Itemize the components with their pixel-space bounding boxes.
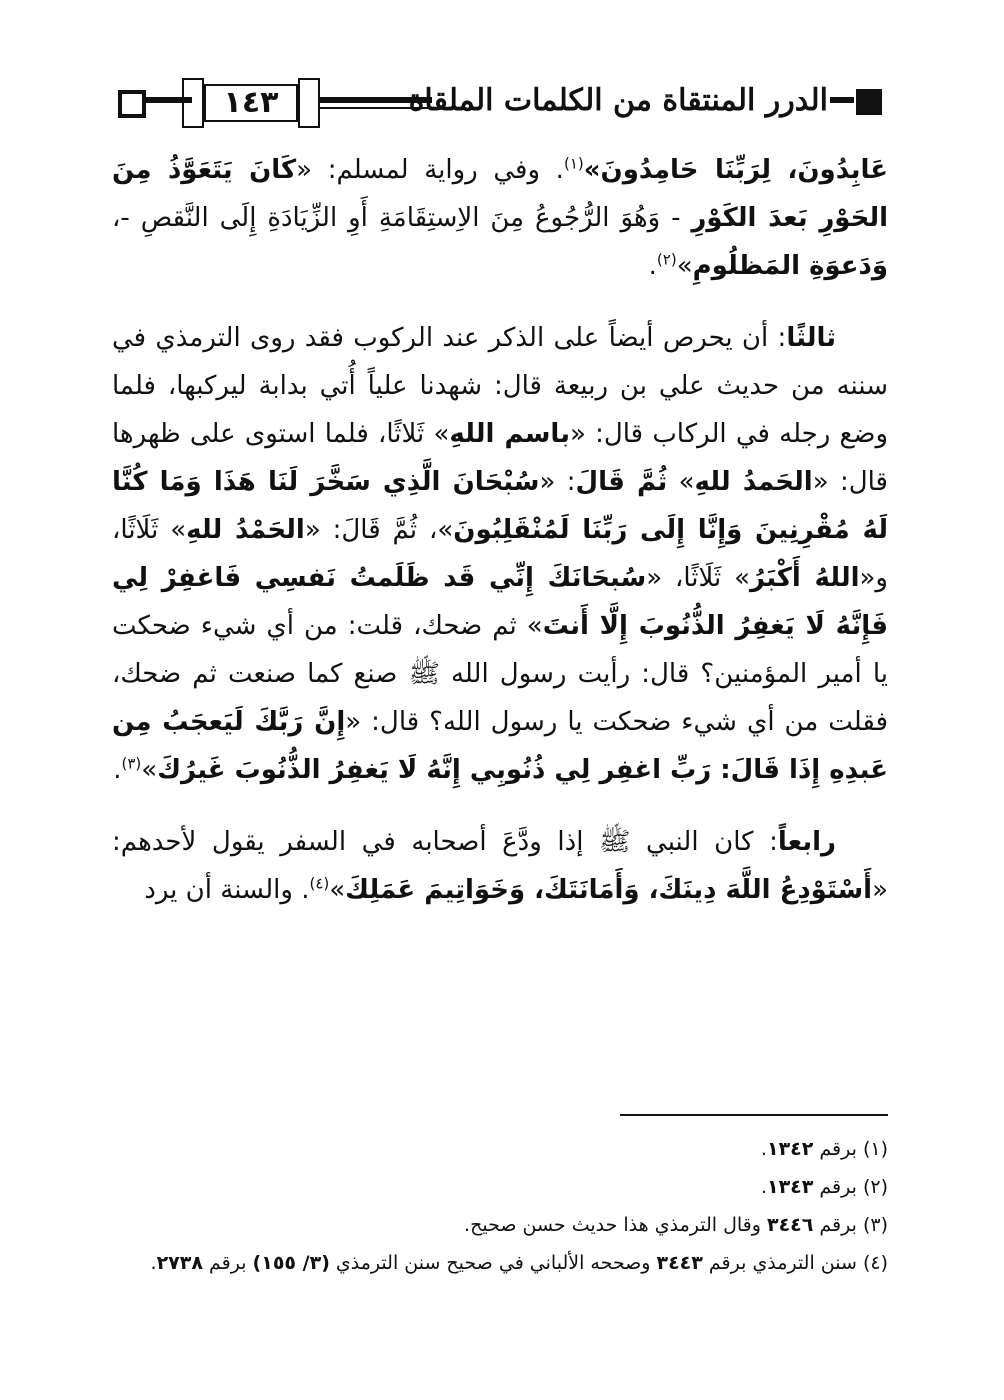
hadith-quote: وَدَعوَةِ المَظلُومِ — [692, 251, 888, 281]
footnote-3: (٣) برقم ٣٤٤٦ وقال الترمذي هذا حديث حسن صحيح. — [464, 1214, 888, 1236]
hadith-quote: أَسْتَوْدِعُ اللَّهَ دِينَكَ، وَأَمَانَتَكَ، وَخَوَاتِيمَ عَمَلِكَ — [345, 875, 873, 905]
footnote-ref: (٤) — [309, 874, 330, 893]
section-heading: رابعاً — [777, 827, 836, 857]
paragraph-3: رابعاً: كان النبي ﷺ إذا ودَّعَ أصحابه في السفر يقول لأحدهم: «أَسْتَوْدِعُ اللَّهَ دِينَكَ، وَأَمَانَتَكَ، وَخَوَاتِيمَ عَمَلِكَ»$^{(٤)}$. والسنة أن يرد — [112, 827, 888, 905]
book-title: الدرر المنتقاة من الكلمات الملقاة — [408, 83, 828, 118]
header-rule — [830, 97, 854, 103]
footnote-2: (٢) برقم ١٣٤٣. — [760, 1176, 888, 1198]
footnote-ref: (٢) — [656, 250, 677, 269]
header-ornament-square — [118, 90, 146, 118]
paragraph-1: عَابِدُونَ، لِرَبِّنَا حَامِدُونَ»$^{(١)}$. وفي رواية لمسلم: «كَانَ يَتَعَوَّذُ مِنَ الحَوْرِ بَعدَ الكَوْرِ - وَهُوَ الرُّجُوعُ مِنَ الاِستِقَامَةِ أَوِ الزِّيَادَةِ إِلَى النَّقصِ -، وَدَعوَةِ المَظلُومِ»$^{(٢)}$. — [112, 154, 888, 281]
running-header — [112, 78, 888, 126]
hadith-quote: إِنَّ رَبَّكَ لَيَعجَبُ مِن عَبدِهِ إِذَا قَالَ: رَبِّ اغفِر لِي ذُنُوبِي إِنَّهُ لَا يَغفِرُ الذُّنُوبَ غَيرُكَ — [112, 707, 888, 785]
footnote-ref: (٣) — [121, 754, 142, 773]
hadith-quote: سُبحَانَكَ إِنِّي قَد ظَلَمتُ نَفسِي فَاغفِرْ لِي فَإِنَّهُ لَا يَغفِرُ الذُّنُوبَ إِلَّا أَنتَ — [112, 563, 888, 641]
footnote-4: (٤) سنن الترمذي برقم ٣٤٤٣ وصححه الألباني في صحيح سنن الترمذي (٣/ ١٥٥) برقم ٢٧٣٨. — [150, 1252, 888, 1274]
header-ornament-square — [856, 89, 882, 115]
footnote-ref: (١) — [563, 154, 584, 173]
hadith-quote: سُبْحَانَ الَّذِي سَخَّرَ لَنَا هَذَا وَمَا كُنَّا لَهُ مُقْرِنِينَ وَإِنَّا إِلَى رَبِّنَا لَمُنْقَلِبُونَ — [112, 467, 888, 545]
footnote-1: (١) برقم ١٣٤٢. — [760, 1138, 888, 1160]
main-text — [112, 146, 888, 914]
page-number: ١٤٣ — [204, 84, 298, 122]
section-heading: ثالثًا — [786, 323, 836, 353]
paragraph-2: ثالثًا: أن يحرص أيضاً على الذكر عند الركوب فقد روى الترمذي في سننه من حديث علي بن ربيعة قال: شهدنا علياً أُتي بدابة ليركبها، فلما وضع رجله في الركاب قال: «باسم اللهِ» ثَلاثًا، فلما استوى على ظهرها قال: «الحَمدُ للهِ» ثُمَّ قَالَ: «سُبْحَانَ الَّذِي سَخَّرَ لَنَا هَذَا وَمَا كُنَّا لَهُ مُقْرِنِينَ وَإِنَّا إِلَى رَبِّنَا لَمُنْقَلِبُونَ»، ثُمَّ قَالَ: «الحَمْدُ للهِ» ثَلَاثًا، و«اللهُ أَكْبَرُ» ثَلَاثًا، «سُبحَانَكَ إِنِّي قَد ظَلَمتُ نَفسِي فَاغفِرْ لِي فَإِنَّهُ لَا يَغفِرُ الذُّنُوبَ إِلَّا أَنتَ» ثم ضحك، قلت: من أي شيء ضحكت يا أمير المؤمنين؟ قال: رأيت رسول الله ﷺ صنع كما صنعت ثم ضحك، فقلت من أي شيء ضحكت يا رسول الله؟ قال: «إِنَّ رَبَّكَ لَيَعجَبُ مِن عَبدِهِ إِذَا قَالَ: رَبِّ اغفِر لِي ذُنُوبِي إِنَّهُ لَا يَغفِرُ الذُّنُوبَ غَيرُكَ»$^{(٣)}$. — [112, 323, 889, 785]
hadith-quote: كَانَ يَتَعَوَّذُ مِنَ الحَوْرِ بَعدَ الكَوْرِ — [112, 155, 888, 233]
footnotes — [112, 1130, 888, 1282]
footnote-separator — [620, 1114, 888, 1116]
